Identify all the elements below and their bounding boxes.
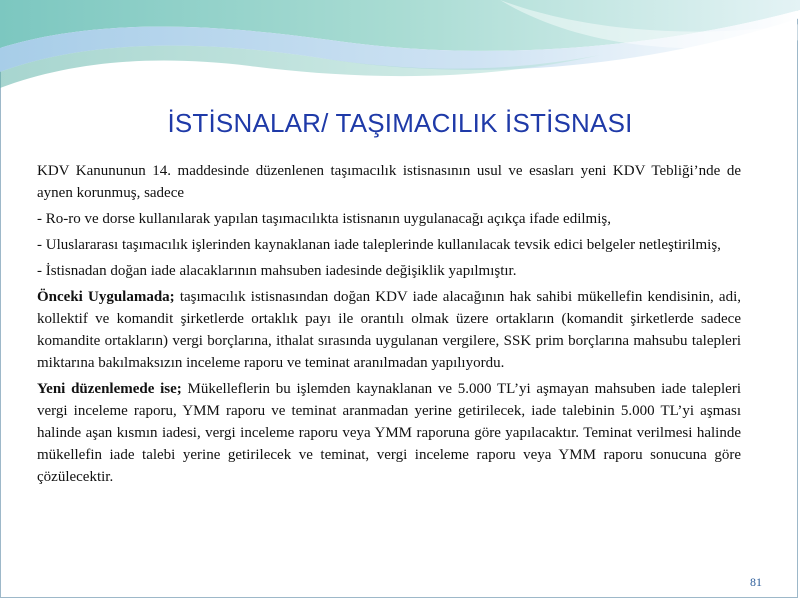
slide-title: İSTİSNALAR/ TAŞIMACILIK İSTİSNASI: [167, 108, 633, 138]
slide-body: [37, 160, 741, 492]
previous-practice-text: taşımacılık istisnasından doğan KDV iade alacağının hak sahibi mükellefin kendisinin, adi, kollektif ve komandit şirketlerde ortaklık payı ile orantılı olmak üzere ortakların (komandit şirketlerde sadece komandite ortakların) vergi borçlarına, ithalat sırasında uygulanan vergilere, SSK prim borçlarına mahsubu talepleri miktarına bakılmaksızın inceleme raporu ve teminat aranılmadan yapılıyordu.: [37, 289, 741, 371]
intro-paragraph: KDV Kanununun 14. maddesinde düzenlenen taşımacılık istisnasının usul ve esasları yeni KDV Tebliği’nde de aynen korunmuş, sadece: [37, 163, 741, 201]
header-wave-decoration: [0, 0, 800, 100]
page-number: 81: [750, 575, 762, 589]
list-item-offset-refunds: - İstisnadan doğan iade alacaklarının mahsuben iadesinde değişiklik yapılmıştır.: [37, 263, 517, 279]
list-item-documents: - Uluslararası taşımacılık işlerinden kaynaklanan iade taleplerinde kullanılacak tevsik edici belgeler netleştirilmiş,: [37, 237, 721, 253]
new-regulation-label: Yeni düzenlemede ise;: [37, 381, 182, 397]
previous-practice-paragraph: [37, 286, 741, 374]
new-regulation-text: Mükelleflerin bu işlemden kaynaklanan ve 5.000 TL’yi aşmayan mahsuben iade talepleri vergi inceleme raporu, YMM raporu ve teminat aranmadan yerine getirilecek, iade talebinin 5.000 TL’yi aşması halinde aşan kısmın iadesi, vergi inceleme raporu veya YMM raporuna göre yapılacaktır. Teminat verilmesi halinde mükellefin iade talebi yerine getirilecek ve teminat, vergi inceleme raporu veya YMM raporu sonucuna göre çözülecektir.: [37, 381, 741, 485]
new-regulation-paragraph: [37, 378, 741, 488]
list-item-roro: - Ro-ro ve dorse kullanılarak yapılan taşımacılıkta istisnanın uygulanacağı açıkça ifade edilmiş,: [37, 211, 611, 227]
previous-practice-label: Önceki Uygulamada;: [37, 289, 175, 305]
